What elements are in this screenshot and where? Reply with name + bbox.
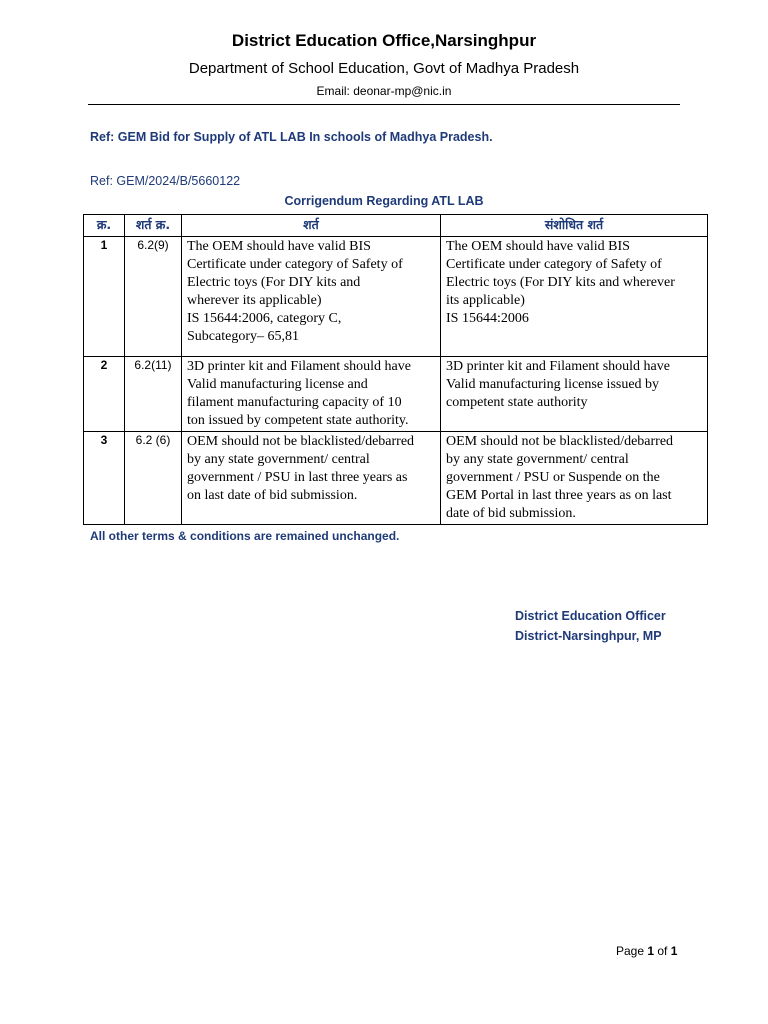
condition-line: Valid manufacturing license and [187,377,368,392]
condition-line: IS 15644:2006, category C, [187,311,342,326]
header-clause-number: शर्त क्र. [125,215,182,237]
page-number [616,944,677,958]
revised-line: by any state government/ central [446,452,629,467]
revised-line: The OEM should have valid BIS [446,239,630,254]
row-serial-number: 2 [84,357,125,432]
header-serial-number: क्र. [84,215,125,237]
condition-line: Certificate under category of Safety of [187,257,403,272]
row-revised-condition [441,432,708,525]
row-serial-number: 1 [84,237,125,357]
page-prefix: Page [616,944,648,958]
revised-line: competent state authority [446,395,588,410]
table-row [84,237,708,357]
revised-line: Certificate under category of Safety of [446,257,662,272]
condition-line: on last date of bid submission. [187,488,358,503]
revised-line: IS 15644:2006 [446,311,529,326]
condition-line: ton issued by competent state authority. [187,413,409,428]
condition-line: filament manufacturing capacity of 10 [187,395,402,410]
row-condition [182,237,441,357]
revised-line: OEM should not be blacklisted/debarred [446,434,674,449]
corrigendum-table [83,214,708,525]
reference-number: Ref: GEM/2024/B/5660122 [90,174,241,188]
condition-line: government / PSU in last three years as [187,470,408,485]
office-email: Email: deonar-mp@nic.in [316,84,452,98]
revised-line: GEM Portal in last three years as on last [446,488,672,503]
row-condition [182,432,441,525]
revised-line: Electric toys (For DIY kits and wherever [446,275,675,290]
signatory-designation: District Education Officer [515,609,666,623]
condition-line: OEM should not be blacklisted/debarred [187,434,415,449]
page-of: of [654,944,671,958]
row-clause-number: 6.2 (6) [125,432,182,525]
condition-line: The OEM should have valid BIS [187,239,371,254]
row-revised-condition [441,237,708,357]
condition-line: Electric toys (For DIY kits and [187,275,361,290]
revised-line: government / PSU or Suspende on the [446,470,660,485]
corrigendum-title: Corrigendum Regarding ATL LAB [284,194,484,208]
condition-line: by any state government/ central [187,452,370,467]
page-current: 1 [647,944,655,958]
revised-line: date of bid submission. [446,506,576,521]
terms-unchanged-note: All other terms & conditions are remained unchanged. [90,529,400,543]
office-title: District Education Office,Narsinghpur [231,31,537,50]
table-row [84,432,708,525]
page-total: 1 [670,944,678,958]
revised-line: its applicable) [446,293,525,308]
condition-line: Subcategory– 65,81 [187,329,299,344]
revised-line: 3D printer kit and Filament should have [446,359,670,374]
condition-line: 3D printer kit and Filament should have [187,359,411,374]
row-revised-condition [441,357,708,432]
row-condition [182,357,441,432]
table-row [84,357,708,432]
signatory-location: District-Narsinghpur, MP [515,629,662,643]
header-condition: शर्त [182,215,441,237]
table-header-row [84,215,708,237]
department-name: Department of School Education, Govt of Madhya Pradesh [188,60,580,77]
revised-line: Valid manufacturing license issued by [446,377,660,392]
row-clause-number: 6.2(11) [125,357,182,432]
header-divider [88,104,680,105]
row-clause-number: 6.2(9) [125,237,182,357]
reference-subject: Ref: GEM Bid for Supply of ATL LAB In schools of Madhya Pradesh. [90,130,493,144]
row-serial-number: 3 [84,432,125,525]
condition-line: wherever its applicable) [187,293,322,308]
header-revised-condition: संशोधित शर्त [441,215,708,237]
